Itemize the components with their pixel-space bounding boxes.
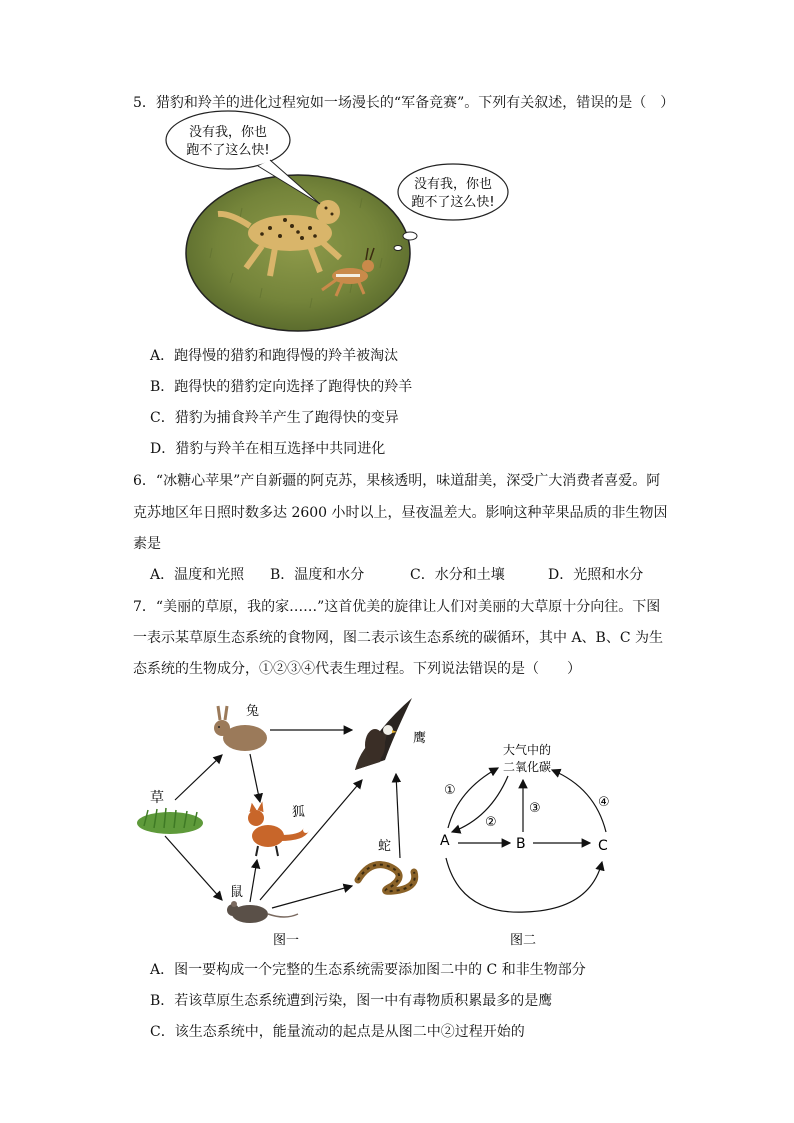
rabbit-icon	[214, 706, 267, 751]
q5-option-b: B．跑得快的猎豹定向选择了跑得快的羚羊	[150, 379, 413, 395]
rabbit-label: 兔	[246, 704, 260, 719]
snake-label: 蛇	[378, 839, 392, 854]
fox-label: 狐	[292, 805, 306, 820]
air-co2-line1: 大气中的	[502, 743, 552, 757]
node-c: C	[598, 838, 608, 854]
grass-icon	[137, 808, 203, 834]
carbon-cycle-figure	[430, 740, 630, 950]
q7-option-b: B．若该草原生态系统遭到污染，图一中有毒物质积累最多的是鹰	[150, 993, 553, 1009]
q6-stem-line3: 素是	[133, 536, 161, 552]
food-web-figure	[130, 690, 430, 950]
q6-option-a: A．温度和光照	[150, 567, 245, 583]
process-2-label: ②	[485, 815, 497, 830]
grassland-photo	[186, 175, 410, 331]
q7-stem-line1: 7．“美丽的草原，我的家……”这首优美的旋律让人们对美丽的大草原十分向往。下图	[133, 599, 661, 615]
q7-stem-line2: 一表示某草原生态系统的食物网，图二表示该生态系统的碳循环，其中 A、B、C 为生	[133, 630, 664, 646]
q6-option-c: C．水分和土壤	[410, 567, 505, 583]
bubble1-line2: 跑不了这么快!	[186, 143, 270, 158]
arrow-mouse-fox	[250, 860, 257, 902]
process-2-arrow	[452, 776, 508, 832]
arrow-a-c	[446, 858, 602, 912]
figure2-caption: 图二	[510, 933, 537, 948]
q5-cheetah-figure	[150, 108, 520, 333]
arrow-grass-rabbit	[175, 755, 222, 800]
air-co2-line2: 二氧化碳	[502, 760, 552, 774]
bubble2-line2: 跑不了这么快!	[411, 195, 495, 210]
speech-bubble-cheetah	[166, 111, 290, 169]
q6-stem-line2: 克苏地区年日照时数多达 2600 小时以上，昼夜温差大。影响这种苹果品质的非生物因	[133, 505, 668, 521]
node-a: A	[440, 833, 450, 849]
q5-option-a: A．跑得慢的猎豹和跑得慢的羚羊被淘汰	[150, 348, 399, 364]
figure1-caption: 图一	[273, 933, 300, 948]
bubble1-line1: 没有我，你也	[188, 125, 268, 140]
q7-option-a: A．图一要构成一个完整的生态系统需要添加图二中的 C 和非生物部分	[150, 962, 586, 978]
q7-stem-line3: 态系统的生物成分，①②③④代表生理过程。下列说法错误的是（ ）	[133, 661, 581, 677]
grass-label: 草	[150, 790, 164, 806]
node-b: B	[516, 836, 526, 852]
arrow-snake-eagle	[396, 774, 400, 858]
q5-option-c: C．猎豹为捕食羚羊产生了跑得快的变异	[150, 410, 399, 426]
q7-option-c: C．该生态系统中，能量流动的起点是从图二中②过程开始的	[150, 1024, 525, 1040]
q5-option-d: D．猎豹与羚羊在相互选择中共同进化	[150, 441, 386, 457]
thought-bubble-gazelle	[398, 164, 508, 220]
eagle-label: 鹰	[413, 731, 427, 746]
mouse-label: 鼠	[230, 885, 244, 900]
q6-option-d: D．光照和水分	[548, 567, 644, 583]
arrow-rabbit-fox	[250, 754, 260, 802]
bubble2-line1: 没有我，你也	[413, 177, 493, 192]
q5-stem: 5．猎豹和羚羊的进化过程宛如一场漫长的“军备竞赛”。下列有关叙述，错误的是（ ）	[133, 95, 675, 111]
arrow-grass-mouse	[165, 836, 222, 900]
eagle-icon	[355, 698, 412, 770]
process-1-label: ①	[444, 783, 456, 798]
process-4-label: ④	[598, 795, 610, 810]
q6-stem-line1: 6．“冰糖心苹果”产自新疆的阿克苏，果核透明，味道甜美，深受广大消费者喜爱。阿	[133, 473, 661, 489]
snake-icon	[358, 865, 415, 892]
q6-option-b: B．温度和水分	[270, 567, 365, 583]
arrow-mouse-snake	[272, 886, 352, 908]
process-3-label: ③	[529, 801, 541, 816]
